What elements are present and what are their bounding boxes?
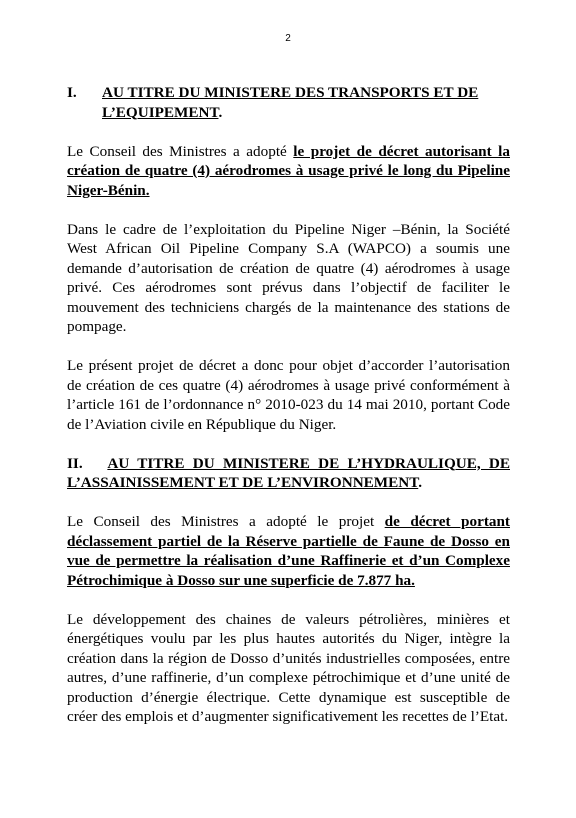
section-1-number: I.: [67, 84, 77, 101]
section-1-title-period: .: [218, 103, 223, 121]
section-1-title: AU TITRE DU MINISTERE DES TRANSPORTS ET DE L’EQUIPEMENT: [102, 84, 479, 121]
section-2-heading: [67, 454, 510, 493]
section-2-title-period: .: [418, 474, 423, 491]
section-2-title: AU TITRE DU MINISTERE DE L’HYDRAULIQUE, DE L’ASSAINISSEMENT ET DE L’ENVIRONNEMENT: [67, 454, 510, 491]
section-1-paragraph-2: Dans le cadre de l’exploitation du Pipeline Niger –Bénin, la Société West African Oil Pipeline Company S.A (WAPCO) a soumis une demande d’autorisation de création de quatre (4) aérodromes à usage privé. Ces aérodromes sont prévus dans l’objectif de faciliter le mouvement des techniciens chargés de la maintenance des stations de pompage.: [67, 220, 510, 335]
section-2-paragraph-2: Le développement des chaines de valeurs pétrolières, minières et énergétiques voulu par les plus hautes autorités du Niger, intègre la création dans la région de Dosso d’unités industrielles composées, entre autres, d’une raffinerie, d’un complexe pétrochimique et d’une unité de production d’énergie électrique. Cette dynamique est susceptible de créer des emplois et d’augmenter significativement les recettes de l’Etat.: [67, 610, 510, 725]
section-2-decision-intro: Le Conseil des Ministres a adopté le projet: [67, 513, 385, 530]
section-2-decision-emphasis: de décret portant déclassement partiel de la Réserve partielle de Faune de Dosso en vue de permettre la réalisation d’une Raffinerie et d’un Complexe Pétrochimique à Dosso sur une superficie de 7.877 ha.: [67, 513, 510, 589]
section-2-number: II.: [67, 454, 83, 472]
section-1-heading: [67, 83, 510, 122]
section-1-paragraph-3: Le présent projet de décret a donc pour objet d’accorder l’autorisation de création de ces quatre (4) aérodromes à usage privé conformément à l’article 161 de l’ordonnance n° 2010-023 du 14 mai 2010, portant Code de l’Aviation civile en République du Niger.: [67, 357, 510, 433]
page-number: 2: [285, 33, 291, 44]
document-body: [67, 83, 510, 727]
section-2-decision-paragraph: [67, 512, 510, 590]
section-1-decision-emphasis: le projet de décret autorisant la création de quatre (4) aérodromes à usage privé le long du Pipeline Niger-Bénin.: [67, 142, 510, 199]
section-1-decision-paragraph: [67, 142, 510, 201]
section-1-decision-intro: Le Conseil des Ministres a adopté: [67, 142, 294, 160]
